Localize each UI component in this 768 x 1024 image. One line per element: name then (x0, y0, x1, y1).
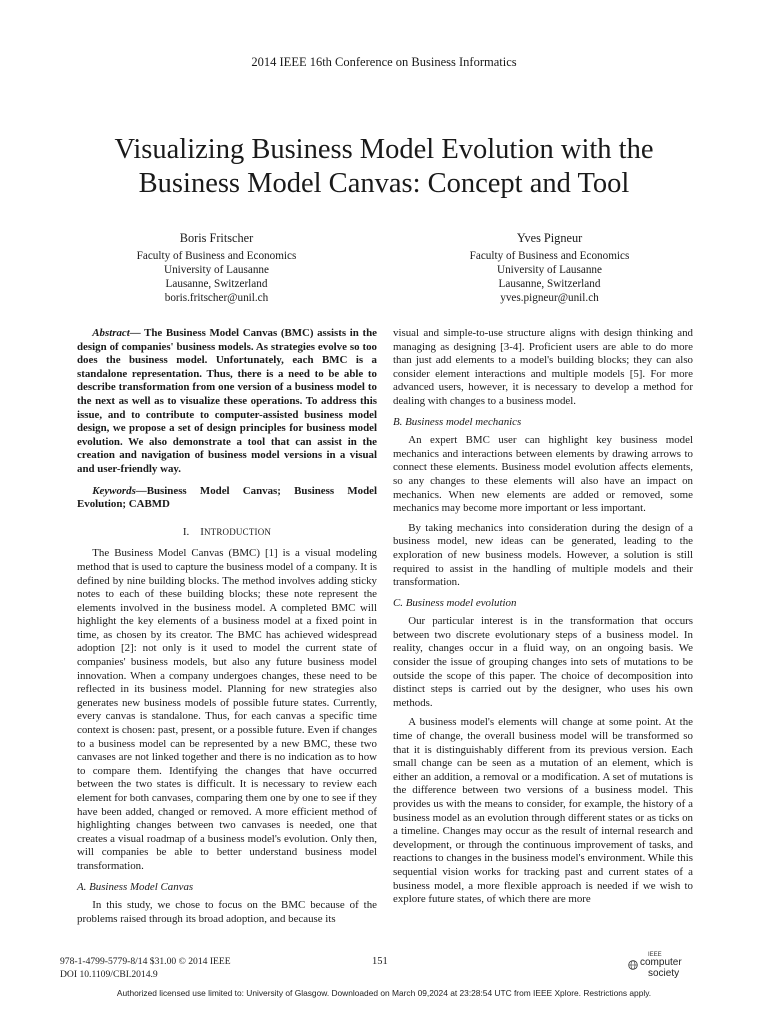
author-affiliation: Faculty of Business and Economics (469, 250, 630, 262)
logo-computer-text: computer (640, 957, 682, 968)
title-line-1: Visualizing Business Model Evolution with the (114, 134, 654, 165)
footer-doi: DOI 10.1109/CBI.2014.9 (60, 968, 158, 980)
subsection-heading-b: B. Business model mechanics (393, 415, 522, 428)
logo-society-text: society (648, 968, 680, 979)
logo-ieee-text: IEEE (648, 952, 662, 958)
left-column (77, 327, 377, 926)
author-affiliation: Faculty of Business and Economics (136, 250, 297, 262)
subsection-a-paragraph-cont: visual and simple-to-use structure aligns with design thinking and managing as designing [3-4]. Proficient users are able to do more than just add elements to a model's building blocks; they can also consider element interactions and multiple models [5]. For more advanced users, however, it is necessary to develop a method for dealing with changes to a business model. (393, 327, 693, 407)
author-email[interactable]: boris.fritscher@unil.ch (164, 292, 269, 304)
subsection-c-paragraph-2: A business model's elements will change at some point. At the time of change, the overall business model will be transformed so that it is distinguishably different from its previous version. Each small change can be seen as a mutation of an element, which is either an addition, a removal or a modification. A set of mutations is the difference between two versions of a business model. This provides us with the means to consider, for example, the history of a business model as an evolution through different states or as ticks on a timeline. Changes may occur as the result of internal research and development, or through the continuous improvement of tasks, and reactions to changes in the business model's environment. While this sequential vision works for tracking past and current states of a business model, a more flexible approach is needed if we wish to explore future states, of which there are more (393, 716, 693, 906)
abstract-text: — The Business Model Canvas (BMC) assists in the design of companies' business models. As strategies evolve so too does the business model. Unfortunately, each BMC is a standalone representation. Thus, there is a need to be able to describe transformation from one version of a business model to the next as well as to visualize these operations. To address this issue, and to contribute to computer-assisted business model design, we propose a set of design principles for business model evolution. We also demonstrate a tool that can assist in the creation and navigation of business model versions in a visual and user-friendly way. (77, 327, 377, 475)
author-name: Yves Pigneur (516, 231, 583, 245)
footer-isbn: 978-1-4799-5779-8/14 $31.00 © 2014 IEEE (60, 956, 231, 967)
page-number: 151 (372, 956, 388, 967)
subsection-c-paragraph-1: Our particular interest is in the transformation that occurs between two discrete evolutionary steps of a business model. In reality, changes occur in a fluid way, on an ongoing basis. We consider the issue of grouping changes into sets of mutations to be outside the scope of this paper. The choice of decomposition into distinct steps is carried out by the designer, who uses his own methods. (393, 615, 693, 709)
globe-icon (628, 960, 638, 970)
author-name: Boris Fritscher (179, 231, 254, 245)
author-block-2 (452, 231, 647, 305)
keywords-text: Business Model Canvas; Business Model Evolution; CABMD (77, 484, 377, 511)
section-heading-introduction (77, 526, 377, 540)
subsection-a-paragraph-start: In this study, we chose to focus on the BMC because of the problems raised through its broad adoption, and because its (77, 899, 377, 925)
footer-copyright (60, 956, 231, 981)
subsection-b-paragraph-1: An expert BMC user can highlight key business model mechanics and interactions between elements by drawing arrows to connect these elements. Business model evolution affects elements, so any changes to these elements will also have an impact on mechanics. When new elements are added or removed, some mechanics may become more important or less important. (393, 434, 693, 515)
section-title-initial: I (200, 525, 204, 538)
author-location: Lausanne, Switzerland (498, 278, 601, 290)
section-title-rest: NTRODUCTION (203, 526, 272, 537)
intro-paragraph: The Business Model Canvas (BMC) [1] is a visual modeling method that is used to capture the business model of a company. It is defined by nine building blocks. The method involves adding sticky notes to each of these building blocks; these note represent the elements involved in the business model. A completed BMC will highlight the key elements of a business model at a fixed point in time, as chosen by its creator. The BMC has achieved widespread adoption [2]: not only is it used to model the current state of companies' business models, but also any future business model innovation. When a company undergoes changes, these need to be reflected in its business model. Planning for new strategies also generates new business models of possible future states. Currently, every canvas is standalone. Thus, for each canvas a specific time context is chosen: past, present, or a possible future. Even if changes to a business model can be represented by a new BMC, these two canvases are not linked together and there is no indication as to how to compare them. Identifying the changes that have occurred between the two states is difficult. It is necessary to review each element for both canvases, comparing them one by one to see if they have been added, changed or removed. A more efficient method of highlighting changes between two canvases is needed, one that creates a visual roadmap of a business model's evolution. Only then, will companies be able to better understand business model transformation. (77, 547, 377, 872)
abstract-label: Abstract (92, 327, 130, 339)
title-line-2: Business Model Canvas: Concept and Tool (138, 168, 630, 199)
authorized-use-notice: Authorized licensed use limited to: University of Glasgow. Downloaded on March 09,2024 at 23:28:54 UTC from IEEE Xplore. Restrictions apply. (116, 988, 652, 998)
section-number: I. (182, 525, 190, 538)
subsection-b-paragraph-2: By taking mechanics into consideration during the design of a business model, new ideas can be generated, leading to the exploration of new business models. However, a solution is still required to assist in the handling of multiple models and their transformation. (393, 521, 693, 589)
author-university: University of Lausanne (163, 264, 269, 276)
paper-title (60, 133, 708, 201)
ieee-computer-society-logo (626, 952, 696, 980)
abstract (77, 327, 377, 477)
author-location: Lausanne, Switzerland (165, 278, 268, 290)
conference-header: 2014 IEEE 16th Conference on Business Informatics (251, 55, 517, 69)
keywords-label: Keywords— (92, 484, 147, 497)
author-email[interactable]: yves.pigneur@unil.ch (500, 292, 599, 304)
keywords (77, 485, 377, 512)
right-column (393, 327, 693, 907)
author-university: University of Lausanne (496, 264, 602, 276)
author-block-1 (124, 231, 309, 305)
subsection-heading-c: C. Business model evolution (393, 596, 517, 609)
subsection-heading-a: A. Business Model Canvas (77, 880, 194, 893)
